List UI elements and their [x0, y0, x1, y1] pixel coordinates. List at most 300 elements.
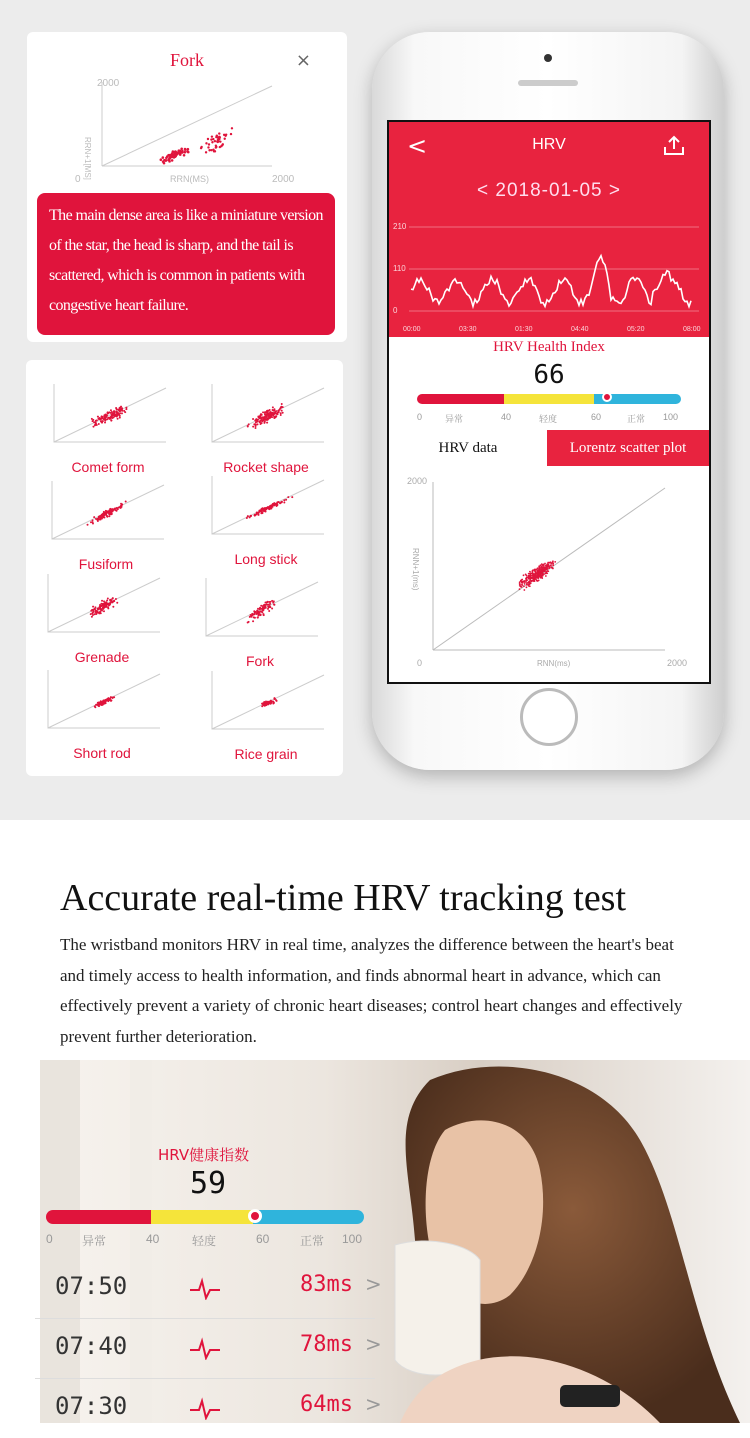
lorentz-dot [541, 577, 543, 579]
fork-dot [180, 147, 183, 150]
shape-dot [108, 515, 110, 517]
scale-label: 60 [591, 412, 602, 422]
shape-label: Rocket shape [223, 459, 309, 475]
shape-dot [280, 414, 282, 416]
shape-dot [264, 421, 266, 423]
speaker-icon [544, 54, 552, 62]
x-tick-label: 03:30 [459, 326, 477, 333]
fork-dot [208, 149, 210, 151]
shape-dot [93, 516, 95, 518]
shape-dot [109, 698, 111, 700]
shape-dot [271, 607, 273, 609]
record-value: 78ms [300, 1332, 353, 1357]
lorentz-dot [531, 580, 533, 582]
long-stick-plot-icon [206, 472, 326, 542]
shape-dot [92, 612, 94, 614]
shape-comet-form [38, 380, 178, 475]
shape-dot [248, 621, 250, 623]
shape-dot [275, 699, 277, 701]
shape-dot [275, 416, 277, 418]
lorentz-scatter-plot [389, 468, 709, 678]
shape-dot [266, 422, 268, 424]
shape-dot [262, 702, 264, 704]
shape-dot [111, 411, 113, 413]
screen-title: HRV [532, 136, 566, 153]
shape-dot [259, 614, 261, 616]
shape-dot [116, 409, 118, 411]
hrv-line-chart [389, 217, 709, 337]
fork-dot [160, 158, 163, 161]
lorentz-dot [526, 582, 528, 584]
shape-dot [120, 503, 122, 505]
shape-dot [249, 516, 251, 518]
shape-dot [98, 423, 100, 425]
shape-dot [250, 515, 252, 517]
tab-hrv-data[interactable]: HRV data [389, 430, 547, 466]
record-value: 83ms [300, 1272, 353, 1297]
lorentz-dot [519, 583, 521, 585]
x-tick-label: 04:40 [571, 326, 589, 333]
fork-dot [165, 157, 168, 160]
lorentz-dot [547, 562, 549, 564]
shape-dot [95, 518, 97, 520]
axis-x-label: RRN(MS) [170, 174, 209, 184]
date-selector[interactable]: < 2018-01-05 > [477, 180, 621, 201]
fork-dot [212, 149, 214, 151]
shape-dot [92, 521, 94, 523]
fork-dot [220, 145, 222, 147]
index-scale [417, 412, 681, 424]
shape-dot [95, 704, 97, 706]
shape-dot [259, 608, 261, 610]
shape-dot [114, 415, 116, 417]
lorentz-dot [526, 574, 528, 576]
shape-dot [262, 420, 264, 422]
index-marker-icon [602, 392, 612, 402]
shape-dot [118, 409, 120, 411]
shape-dot [266, 601, 268, 603]
short-rod-plot-icon [42, 666, 162, 736]
heartbeat-icon [190, 1396, 220, 1420]
shape-dot [255, 425, 257, 427]
shape-dot [102, 516, 104, 518]
hrv-header [389, 122, 709, 337]
shape-dot [100, 702, 102, 704]
lorentz-dot [529, 571, 531, 573]
shape-dot [114, 412, 116, 414]
shape-dot [257, 617, 259, 619]
fork-dot [187, 148, 190, 151]
shape-dot [108, 411, 110, 413]
fork-dot [230, 133, 232, 135]
shape-dot [264, 417, 266, 419]
shape-dot [262, 411, 264, 413]
shape-dot [120, 406, 122, 408]
lorentz-dot [544, 567, 546, 569]
shape-dot [273, 416, 275, 418]
fork-description: The main dense area is like a miniature version of the star, the head is sharp, and the tail is scattered, which is common in patients with congestive heart failure. [37, 193, 335, 335]
lorentz-dot [539, 577, 541, 579]
lorentz-dot [539, 566, 541, 568]
shape-dot [125, 500, 127, 502]
shape-dot [94, 706, 96, 708]
overlay-index-title: HRV健康指数 [158, 1146, 250, 1164]
shape-dot [98, 702, 100, 704]
shape-dot [249, 616, 251, 618]
fork-dot [207, 138, 209, 140]
record-value: 64ms [300, 1392, 353, 1417]
shape-dot [265, 602, 267, 604]
shape-dot [113, 600, 115, 602]
shape-label: Rice grain [234, 746, 298, 762]
fork-dot [172, 155, 175, 158]
shape-dot [287, 496, 289, 498]
shape-dot [257, 608, 259, 610]
lorentz-dot [552, 567, 554, 569]
shape-dot [272, 413, 274, 415]
phone-screen [387, 120, 711, 684]
lorentz-dot [547, 570, 549, 572]
lorentz-dot [521, 586, 523, 588]
fork-dot [211, 135, 213, 137]
shape-dot [285, 499, 287, 501]
shape-dot [281, 501, 283, 503]
scatter-x-max: 2000 [667, 658, 688, 668]
shape-dot [115, 510, 117, 512]
shape-dot [112, 508, 114, 510]
comet-plot-icon [48, 380, 168, 450]
lorentz-dot [546, 568, 548, 570]
shape-dot [116, 414, 118, 416]
lorentz-dot [543, 573, 545, 575]
lorentz-dot [528, 585, 530, 587]
shape-dot [256, 610, 258, 612]
scale-label: 60 [256, 1232, 270, 1246]
shape-dot [271, 505, 273, 507]
shape-dot [257, 419, 259, 421]
shape-dot [94, 611, 96, 613]
lorentz-dot [541, 568, 543, 570]
home-button[interactable] [520, 688, 578, 746]
fork-dot [171, 152, 174, 155]
lorentz-dot [552, 562, 554, 564]
scale-label: 正常 [300, 1234, 325, 1248]
lorentz-dot [525, 578, 527, 580]
lorentz-dot [550, 565, 552, 567]
fork-plot-icon [200, 574, 320, 644]
shape-dot [96, 424, 98, 426]
shape-dot [259, 416, 261, 418]
scale-label: 正常 [627, 414, 646, 424]
shape-dot [124, 411, 126, 413]
shape-dot [271, 415, 273, 417]
shape-dot [97, 703, 99, 705]
axis-x-max: 2000 [272, 174, 295, 185]
shape-dot [269, 409, 271, 411]
shape-dot [90, 610, 92, 612]
axis-y-max: 2000 [97, 78, 120, 89]
shape-axes [206, 578, 318, 636]
shape-dot [291, 496, 293, 498]
shape-dot [257, 416, 259, 418]
shape-dot [264, 605, 266, 607]
fork-dot [163, 159, 166, 162]
y-tick-label: 210 [393, 222, 407, 231]
shape-dot [250, 614, 252, 616]
fork-dot [184, 148, 187, 151]
shape-short-rod [32, 666, 172, 761]
shape-dot [109, 602, 111, 604]
scale-label: 40 [146, 1232, 160, 1246]
scale-label: 轻度 [539, 414, 558, 424]
section-headline: Accurate real-time HRV tracking test [60, 877, 627, 919]
shape-dot [92, 426, 94, 428]
shape-rice-grain [196, 667, 336, 762]
shape-dot [279, 502, 281, 504]
back-icon[interactable]: < [407, 132, 428, 160]
lorentz-dot [531, 574, 533, 576]
lorentz-dot [539, 570, 541, 572]
fork-dot [207, 146, 209, 148]
share-icon[interactable] [661, 134, 687, 158]
record-time: 07:40 [55, 1332, 128, 1360]
lorentz-dot [523, 585, 525, 587]
scale-label: 轻度 [192, 1234, 217, 1248]
lorentz-dot [519, 581, 521, 583]
axis-origin: 0 [75, 174, 81, 185]
shape-dot [266, 412, 268, 414]
shape-dot [92, 420, 94, 422]
fork-dot [231, 127, 233, 129]
overlay-index-bar [46, 1210, 364, 1224]
fork-dot [222, 143, 224, 145]
shape-dot [258, 514, 260, 516]
fork-dot [167, 154, 170, 157]
lorentz-dot [523, 574, 525, 576]
scale-label: 异常 [82, 1234, 107, 1248]
shape-dot [119, 417, 121, 419]
rice-grain-plot-icon [206, 667, 326, 737]
lorentz-dot [552, 560, 554, 562]
shape-dot [94, 613, 96, 615]
shape-dot [106, 699, 108, 701]
lorentz-dot [528, 576, 530, 578]
shape-dot [103, 606, 105, 608]
shape-dot [97, 608, 99, 610]
shape-dot [105, 513, 107, 515]
shape-axes [48, 670, 160, 728]
lorentz-dot [521, 579, 523, 581]
shape-dot [262, 605, 264, 607]
shape-dot [273, 604, 275, 606]
lorentz-dot [548, 565, 550, 567]
shape-dot [91, 418, 93, 420]
scatter-origin: 0 [417, 658, 423, 668]
shape-dot [103, 603, 105, 605]
lorentz-dot [545, 575, 547, 577]
shape-dot [262, 613, 264, 615]
fork-dot [178, 151, 181, 154]
fork-dot [167, 159, 170, 162]
fork-dot [174, 152, 177, 155]
shape-label: Short rod [73, 745, 131, 761]
scale-label: 100 [663, 412, 679, 422]
shape-grenade [32, 570, 172, 665]
heartbeat-icon [190, 1336, 220, 1360]
shape-dot [118, 414, 120, 416]
fork-dot [224, 138, 226, 140]
shape-dot [106, 599, 108, 601]
shape-dot [107, 412, 109, 414]
scatter-shapes-card [26, 360, 343, 776]
fork-dot [183, 154, 186, 157]
shape-dot [268, 610, 270, 612]
shape-dot [111, 697, 113, 699]
lorentz-dot [554, 561, 556, 563]
tab-lorentz-scatter[interactable]: Lorentz scatter plot [547, 430, 709, 466]
fork-dot [225, 133, 227, 135]
section-paragraph: The wristband monitors HRV in real time, analyzes the difference between the heart's beat and timely access to health information, and finds abnormal heart in advance, which can effectively prevent a variety of chronic heart diseases; control heart changes and effectively prevent further deterioration. [60, 935, 683, 1046]
lorentz-dot [523, 589, 525, 591]
shape-dot [267, 701, 269, 703]
shape-dot [96, 419, 98, 421]
shape-dot [98, 612, 100, 614]
lorentz-dot [536, 570, 538, 572]
shape-dot [275, 410, 277, 412]
shape-dot [272, 406, 274, 408]
close-icon[interactable]: × [295, 50, 311, 71]
fork-dot [217, 140, 219, 142]
shape-dot [110, 416, 112, 418]
hrv-record-row[interactable] [35, 1380, 382, 1438]
rocket-plot-icon [206, 380, 326, 450]
shape-dot [117, 412, 119, 414]
lorentz-dot [522, 581, 524, 583]
scatter-x-label: RNN(ms) [537, 659, 571, 668]
shape-dot [105, 602, 107, 604]
y-tick-label: 110 [393, 264, 406, 273]
shape-dot [90, 613, 92, 615]
fork-dot [215, 136, 217, 138]
scale-label: 40 [501, 412, 512, 422]
lorentz-dot [550, 563, 552, 565]
hrv-record-row[interactable] [35, 1260, 382, 1319]
lorentz-dot [524, 580, 526, 582]
lorentz-dot [536, 580, 538, 582]
lorentz-dot [526, 584, 528, 586]
overlay-marker-icon [248, 1209, 262, 1223]
lorentz-dot [539, 572, 541, 574]
shape-dot [252, 614, 254, 616]
shape-dot [261, 705, 263, 707]
tab-bar [389, 430, 709, 466]
shape-dot [280, 412, 282, 414]
shape-dot [91, 616, 93, 618]
shape-dot [269, 603, 271, 605]
shape-dot [115, 598, 117, 600]
shape-dot [272, 409, 274, 411]
fork-dot [171, 159, 174, 162]
lorentz-dot [539, 575, 541, 577]
shape-dot [98, 516, 100, 518]
shape-dot [112, 606, 114, 608]
shape-dot [273, 702, 275, 704]
shape-dot [283, 502, 285, 504]
scale-label: 异常 [445, 414, 464, 424]
shape-dot [96, 611, 98, 613]
shape-dot [252, 426, 254, 428]
shape-dot [265, 507, 267, 509]
record-time: 07:50 [55, 1272, 128, 1300]
shape-dot [273, 503, 275, 505]
shape-dot [253, 616, 255, 618]
shape-dot [257, 512, 259, 514]
shape-dot [109, 510, 111, 512]
heartbeat-icon [190, 1276, 220, 1300]
shape-dot [101, 417, 103, 419]
shape-dot [117, 508, 119, 510]
shape-dot [264, 510, 266, 512]
shape-label: Fusiform [78, 556, 134, 572]
hrv-record-row[interactable] [35, 1320, 382, 1379]
shape-dot [101, 416, 103, 418]
shape-dot [120, 506, 122, 508]
shape-dot [92, 614, 94, 616]
shape-dot [259, 421, 261, 423]
shape-dot [281, 410, 283, 412]
shape-dot [260, 512, 262, 514]
shape-dot [265, 604, 267, 606]
shape-dot [106, 515, 108, 517]
shape-dot [283, 499, 285, 501]
x-tick-label: 00:00 [403, 326, 421, 333]
shape-fork [190, 574, 330, 669]
shape-dot [272, 602, 274, 604]
shape-fusiform [36, 477, 176, 572]
shape-dot [267, 703, 269, 705]
shape-dot [110, 409, 112, 411]
lorentz-dot [552, 564, 554, 566]
lorentz-dot [541, 570, 543, 572]
fork-dot [214, 140, 216, 142]
shape-dot [121, 412, 123, 414]
fork-dot [215, 145, 217, 147]
health-index-bar [417, 394, 681, 404]
fork-dot [218, 136, 220, 138]
shape-dot [276, 501, 278, 503]
shape-label: Fork [246, 653, 274, 669]
shape-long-stick [196, 472, 336, 567]
shape-axes [212, 671, 324, 729]
earpiece-icon [518, 80, 578, 86]
overlay-index-value: 59 [190, 1166, 227, 1201]
lorentz-dot [529, 580, 531, 582]
shape-dot [276, 504, 278, 506]
shape-dot [93, 421, 95, 423]
shape-dot [106, 511, 108, 513]
shape-dot [91, 519, 93, 521]
lorentz-dot [534, 570, 536, 572]
shape-dot [110, 511, 112, 513]
fork-dot [200, 146, 202, 148]
shape-dot [260, 605, 262, 607]
lorentz-dot [532, 572, 534, 574]
shape-dot [103, 517, 105, 519]
shape-dot [260, 611, 262, 613]
axis-y-label: RRN+1[MS] [83, 137, 92, 180]
scatter-y-max: 2000 [407, 476, 428, 486]
lorentz-dot [519, 588, 521, 590]
